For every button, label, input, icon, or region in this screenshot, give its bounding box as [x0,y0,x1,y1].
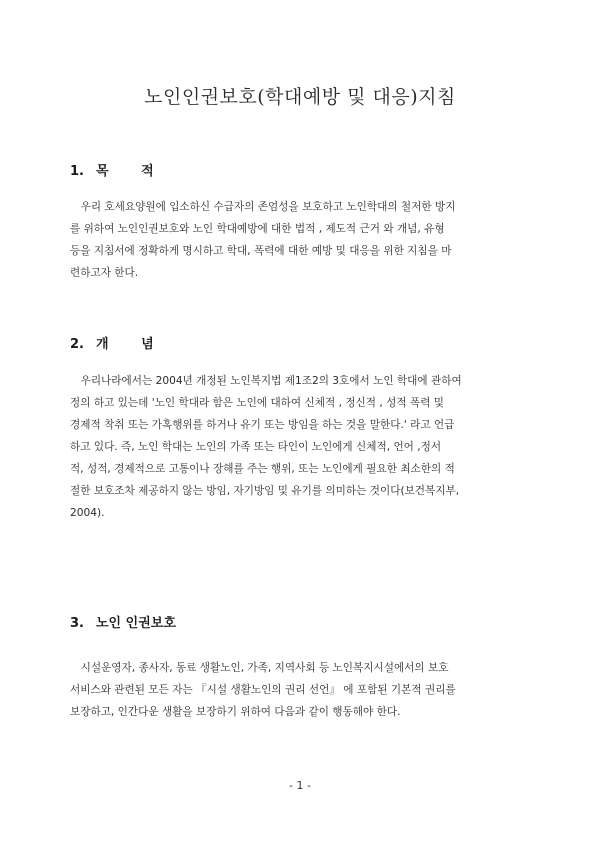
paragraph-line: 를 위하여 노인인권보호와 노인 학대예방에 대한 법적 , 제도적 근거 와 개념, 유형 [70,223,445,235]
section-3-heading [70,612,176,631]
section-1-number: 1. [70,164,84,179]
section-2-paragraph [70,370,530,524]
paragraph-line: 우리나라에서는 2004년 개정된 노인복지법 제1조2의 3호에서 노인 학대에 관하여 [70,375,462,387]
paragraph-line: 등을 지침서에 정확하게 명시하고 학대, 폭력에 대한 예방 및 대응을 위한 지침을 마 [70,245,452,257]
section-1-paragraph [70,196,530,284]
paragraph-line: 적, 성적, 경제적으로 고통이나 장해를 주는 행위, 또는 노인에게 필요한 최소한의 적 [70,463,455,475]
paragraph-line: 정의 하고 있는데 '노인 학대라 함은 노인에 대하여 신체적 , 정신적 , 성적 폭력 및 [70,397,445,409]
section-1-heading [70,160,168,179]
section-2-number: 2. [70,337,84,352]
section-2-heading [70,333,168,352]
paragraph-line: 우리 호세요양원에 입소하신 수급자의 존엄성을 보호하고 노인학대의 철저한 방지 [70,201,456,213]
page-number: - 1 - [289,779,311,792]
paragraph-line: 서비스와 관련된 모든 자는 『시설 생활노인의 권리 선언』 에 포함된 기본적 권리를 [70,684,456,696]
section-3-paragraph [70,657,530,723]
document-title: 노인인권보호(학대예방 및 대응)지침 [144,86,456,108]
paragraph-line: 2004). [70,507,105,519]
paragraph-line: 시설운영자, 종사자, 동료 생활노인, 가족, 지역사회 등 노인복지시설에서의 보호 [70,662,449,674]
paragraph-line: 경제적 착취 또는 가혹행위를 하거나 유기 또는 방임을 하는 것을 말한다.' 라고 언급 [70,419,455,431]
section-1-title: 목 적 [96,164,168,179]
paragraph-line: 련하고자 한다. [70,267,139,279]
paragraph-line: 절한 보호조차 제공하지 않는 방임, 자기방임 및 유기를 의미하는 것이다(보건복지부, [70,485,460,497]
section-2-title: 개 념 [96,337,168,352]
section-3-number: 3. [70,616,84,631]
paragraph-line: 보장하고, 인간다운 생활을 보장하기 위하여 다음과 같이 행동해야 한다. [70,706,401,718]
paragraph-line: 하고 있다. 즉, 노인 학대는 노인의 가족 또는 타인이 노인에게 신체적, 언어 ,정서 [70,441,442,453]
section-3-title: 노인 인권보호 [96,616,176,631]
